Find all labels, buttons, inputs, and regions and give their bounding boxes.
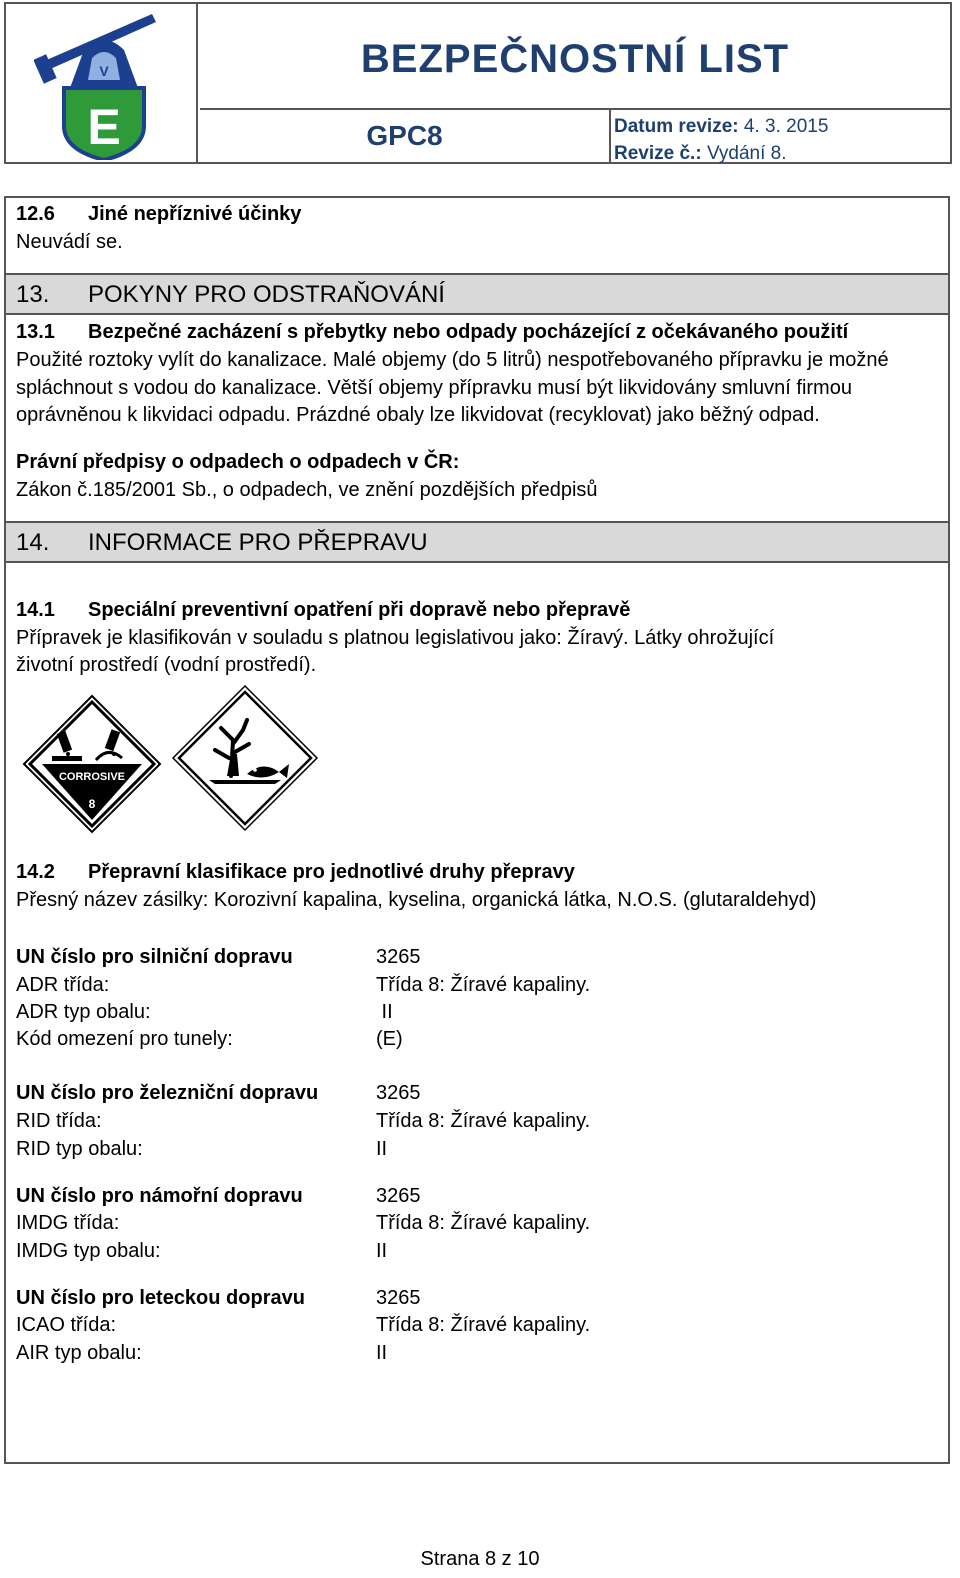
rail-un-value: 3265 xyxy=(376,1082,421,1104)
icao-class-label: ICAO třída: xyxy=(16,1314,117,1336)
corrosive-pictogram-icon xyxy=(22,694,162,834)
paragraph-line: životní prostředí (vodní prostředí). xyxy=(16,654,317,676)
rid-packing-value: II xyxy=(376,1138,388,1160)
subsection-12-6-text: Neuvádí se. xyxy=(16,231,123,253)
svg-text:E: E xyxy=(87,99,121,155)
imdg-packing-label: IMDG typ obalu: xyxy=(16,1240,161,1262)
road-un-label: UN číslo pro silniční dopravu xyxy=(16,946,293,968)
section-14-number: 14. xyxy=(16,529,50,556)
company-logo xyxy=(6,4,198,162)
paragraph-line: Přípravek je klasifikován v souladu s platnou legislativou jako: Žíravý. Látky ohrožující xyxy=(16,627,775,649)
adr-packing-value: II xyxy=(376,1001,393,1023)
subsection-12-6-heading: 12.6 Jiné nepříznivé účinky xyxy=(16,203,302,225)
shipping-name: Přesný název zásilky: Korozivní kapalina, kyselina, organická látka, N.O.S. (glutaraldehyd) xyxy=(16,889,817,911)
revision-info xyxy=(614,113,828,167)
revision-date: Datum revize: 4. 3. 2015 xyxy=(614,116,829,137)
svg-text:V: V xyxy=(99,63,109,79)
corrosive-class: 8 xyxy=(88,797,96,811)
air-packing-label: AIR typ obalu: xyxy=(16,1342,142,1364)
rid-class-label: RID třída: xyxy=(16,1110,102,1132)
imdg-class-label: IMDG třída: xyxy=(16,1212,120,1234)
section-14-bar xyxy=(6,521,948,563)
rid-class-value: Třída 8: Žíravé kapaliny. xyxy=(376,1110,591,1132)
rail-un-label: UN číslo pro železniční dopravu xyxy=(16,1082,319,1104)
document-title xyxy=(200,4,950,110)
adr-class-value: Třída 8: Žíravé kapaliny. xyxy=(376,974,591,996)
imdg-class-value: Třída 8: Žíravé kapaliny. xyxy=(376,1212,591,1234)
revision-number: Revize č.: Vydání 8. xyxy=(614,143,787,164)
legal-heading: Právní předpisy o odpadech o odpadech v ČR: xyxy=(16,451,460,473)
air-un-label: UN číslo pro leteckou dopravu xyxy=(16,1287,305,1309)
air-packing-value: II xyxy=(376,1342,388,1364)
air-un-value: 3265 xyxy=(376,1287,421,1309)
environment-pictogram-icon xyxy=(171,684,319,832)
tunnel-code-value: (E) xyxy=(376,1028,403,1050)
paragraph-line: spláchnout s vodou do kanalizace. Větší objemy přípravku musí být likvidovány smluvní firmou xyxy=(16,377,852,399)
product-name xyxy=(200,110,611,162)
section-13-bar xyxy=(6,273,948,315)
sea-un-label: UN číslo pro námořní dopravu xyxy=(16,1185,303,1207)
road-un-value: 3265 xyxy=(376,946,421,968)
paragraph-line: Použité roztoky vylít do kanalizace. Malé objemy (do 5 litrů) nespotřebovaného přípravku je možné xyxy=(16,349,889,371)
section-13-title: POKYNY PRO ODSTRAŇOVÁNÍ xyxy=(88,281,445,308)
sea-un-value: 3265 xyxy=(376,1185,421,1207)
section-13-number: 13. xyxy=(16,281,50,308)
icao-class-value: Třída 8: Žíravé kapaliny. xyxy=(376,1314,591,1336)
adr-class-label: ADR třída: xyxy=(16,974,110,996)
knight-logo-icon xyxy=(34,10,174,160)
paragraph-line: oprávněnou k likvidaci odpadu. Prázdné obaly lze likvidovat (recyklovat) jako běžný odpad. xyxy=(16,404,820,426)
subsection-14-1-heading: 14.1 Speciální preventivní opatření při dopravě nebo přepravě xyxy=(16,599,631,621)
title-text: BEZPEČNOSTNÍ LIST xyxy=(360,36,790,81)
legal-text: Zákon č.185/2001 Sb., o odpadech, ve znění pozdějších předpisů xyxy=(16,479,598,501)
adr-packing-label: ADR typ obalu: xyxy=(16,1001,151,1023)
rid-packing-label: RID typ obalu: xyxy=(16,1138,143,1160)
product-text: GPC8 xyxy=(366,120,443,151)
subsection-14-2-heading: 14.2 Přepravní klasifikace pro jednotlivé druhy přepravy xyxy=(16,861,575,883)
tunnel-code-label: Kód omezení pro tunely: xyxy=(16,1028,233,1050)
corrosive-label: CORROSIVE xyxy=(58,771,126,783)
document-header xyxy=(4,2,952,164)
section-14-title: INFORMACE PRO PŘEPRAVU xyxy=(88,529,428,556)
page-number: Strana 8 z 10 xyxy=(420,1548,540,1570)
subsection-13-1-heading: 13.1 Bezpečné zacházení s přebytky nebo odpady pocházející z očekávaného použití xyxy=(16,321,849,343)
imdg-packing-value: II xyxy=(376,1240,388,1262)
content-box xyxy=(4,196,950,1464)
